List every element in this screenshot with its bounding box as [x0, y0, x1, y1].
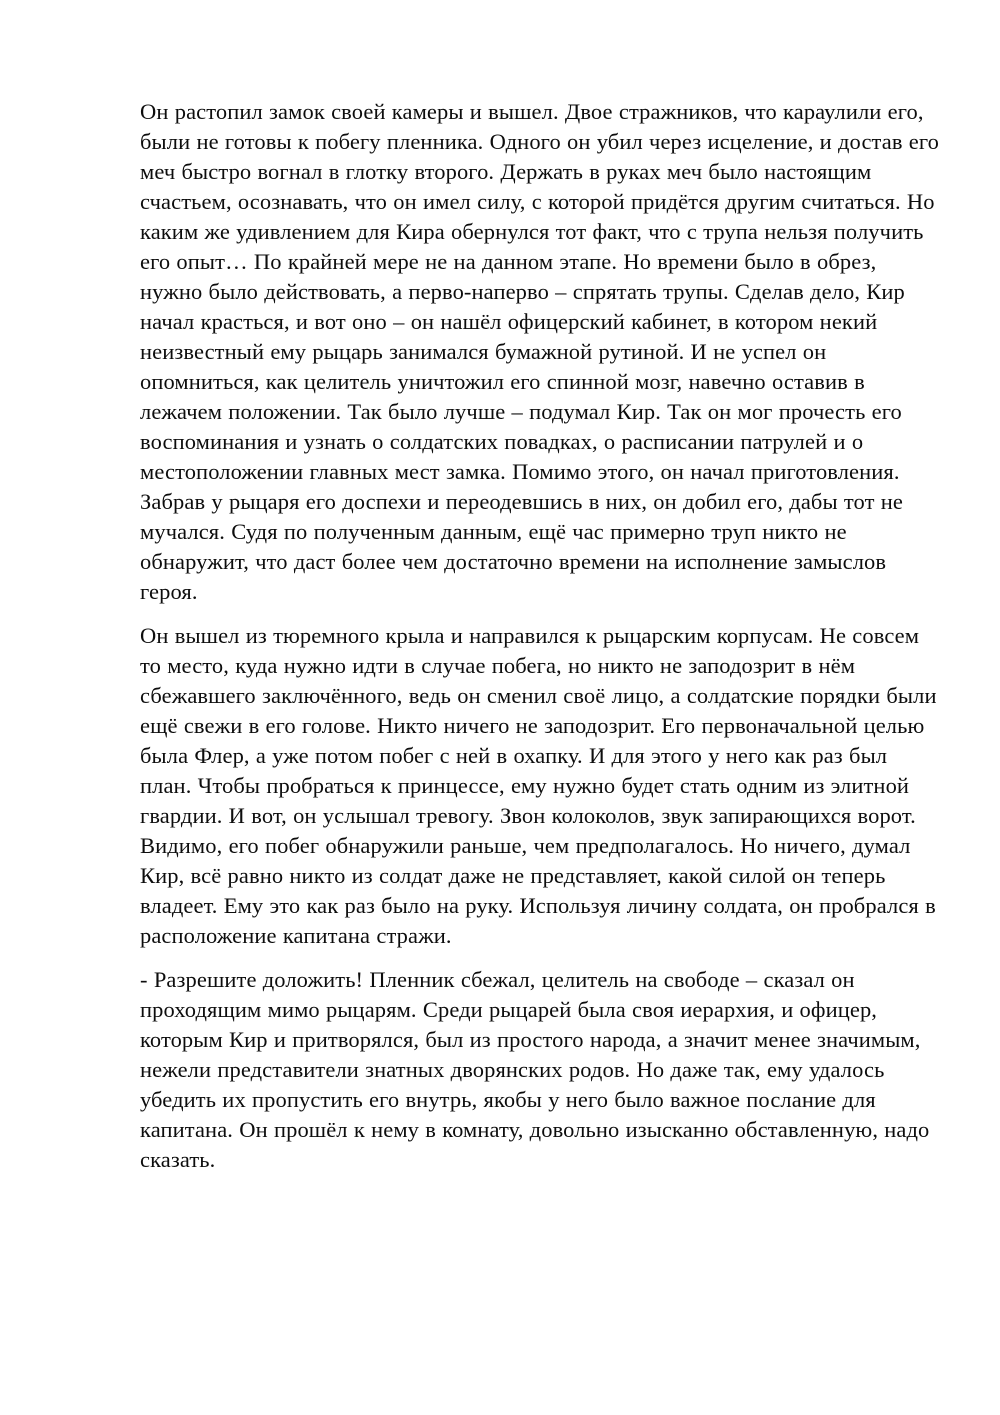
paragraph-1: Он растопил замок своей камеры и вышел. Двое стражников, что караулили его, были не готовы к побегу пленника. Одного он убил через исцеление, и достав его меч быстро вогнал в глотку второго. Держать в руках меч было настоящим счастьем, осознавать, что он имел силу, с которой придётся другим считаться. Но каким же удивлением для Кира обернулся тот факт, что с трупа нельзя получить его опыт… По крайней мере не на данном этапе. Но времени было в обрез, нужно было действовать, а перво-наперво – спрятать трупы. Сделав дело, Кир начал красться, и вот оно – он нашёл офицерский кабинет, в котором некий неизвестный ему рыцарь занимался бумажной рутиной. И не успел он опомниться, как целитель уничтожил его спинной мозг, навечно оставив в лежачем положении. Так было лучше – подумал Кир. Так он мог прочесть его воспоминания и узнать о солдатских повадках, о расписании патрулей и о местоположении главных мест замка. Помимо этого, он начал приготовления. Забрав у рыцаря его доспехи и переодевшись в них, он добил его, дабы тот не мучался. Судя по полученным данным, ещё час примерно труп никто не обнаружит, что даст более чем достаточно времени на исполнение замыслов героя.	[140, 99, 939, 604]
paragraph-2: Он вышел из тюремного крыла и направился к рыцарским корпусам. Не совсем то место, куда нужно идти в случае побега, но никто не заподозрит в нём сбежавшего заключённого, ведь он сменил своё лицо, а солдатские порядки были ещё свежи в его голове. Никто ничего не заподозрит. Его первоначальной целью была Флер, а уже потом побег с ней в охапку. И для этого у него как раз был план. Чтобы пробраться к принцессе, ему нужно будет стать одним из элитной гвардии. И вот, он услышал тревогу. Звон колоколов, звук запирающихся ворот. Видимо, его побег обнаружили раньше, чем предполагалось. Но ничего, думал Кир, всё равно никто из солдат даже не представляет, какой силой он теперь владеет. Ему это как раз было на руку. Используя личину солдата, он пробрался в расположение капитана стражи.	[140, 623, 937, 948]
document-body	[140, 97, 940, 1175]
paragraph-3: - Разрешите доложить! Пленник сбежал, целитель на свободе – сказал он проходящим мимо рыцарям. Среди рыцарей была своя иерархия, и офицер, которым Кир и притворялся, был из простого народа, а значит менее значимым, нежели представители знатных дворянских родов. Но даже так, ему удалось убедить их пропустить его внутрь, якобы у него было важное послание для капитана. Он прошёл к нему в комнату, довольно изысканно обставленную, надо сказать.	[140, 967, 930, 1172]
